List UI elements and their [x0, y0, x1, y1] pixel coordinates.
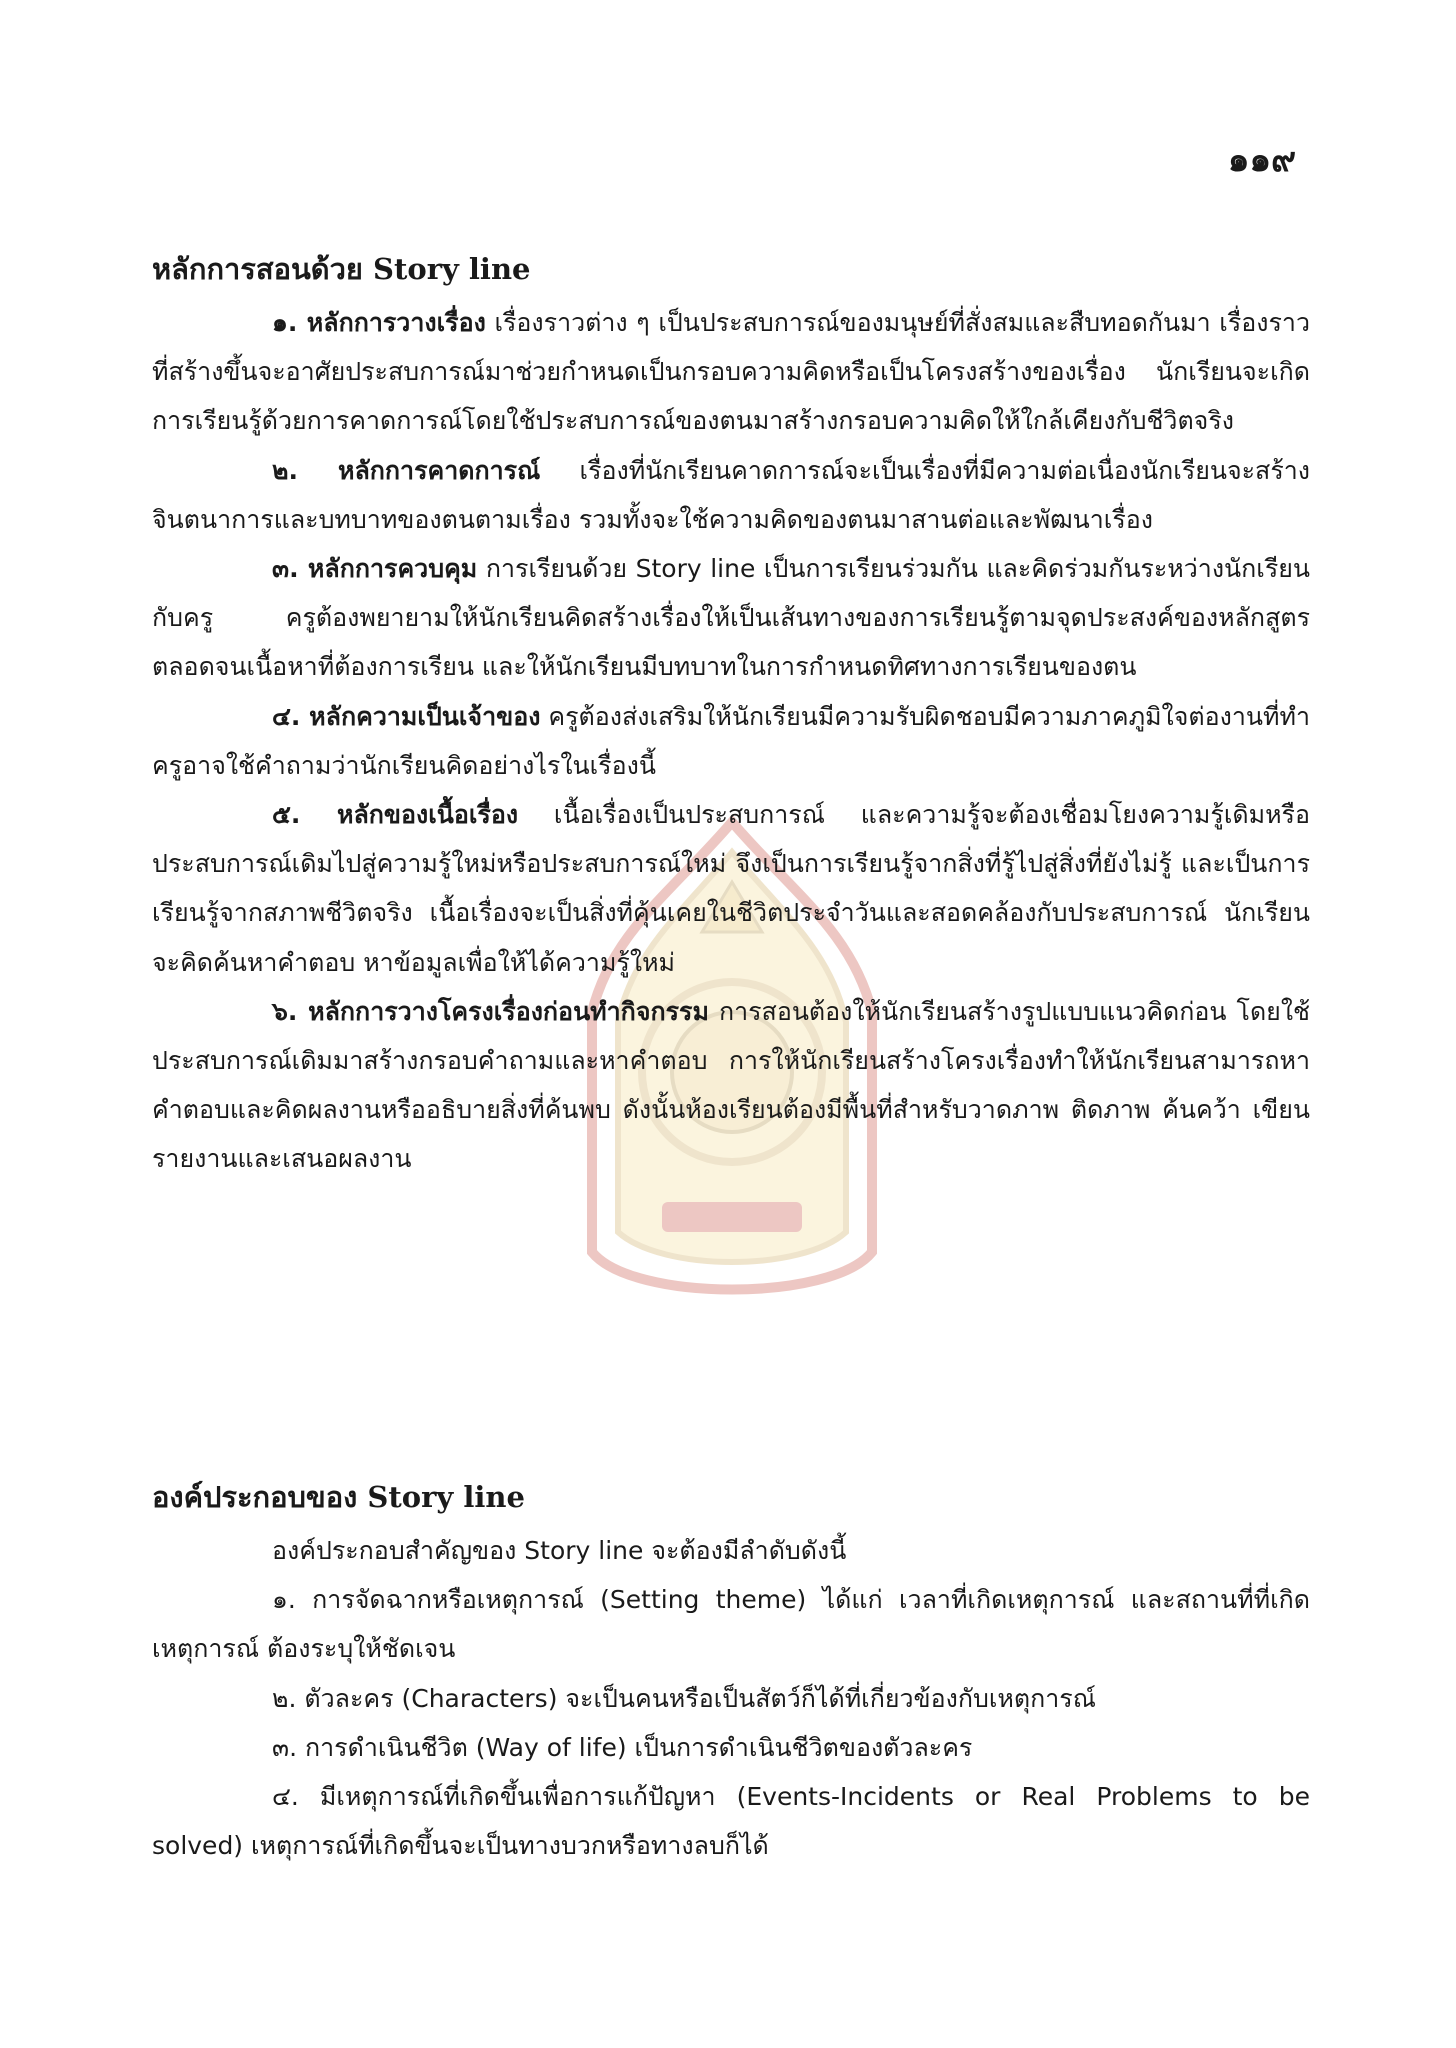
- principle-text: เนื้อเรื่องเป็นประสบการณ์ และความรู้จะต้องเชื่อมโยงความรู้เดิมหรือประสบการณ์เดิมไปสู่ความรู้ใหม่หรือประสบการณ์ใหม่ จึงเป็นการเรียนรู้จากสิ่งที่รู้ไปสู่สิ่งที่ยังไม่รู้ และเป็นการเรียนรู้จากสภาพชีวิตจริง เนื้อเรื่องจะเป็นสิ่งที่คุ้นเคยในชีวิตประจำวันและสอดคล้องกับประสบการณ์ นักเรียนจะคิดค้นหาคำตอบ หาข้อมูลเพื่อให้ได้ความรู้ใหม่: [152, 800, 1311, 977]
- principle-item: [152, 692, 1310, 790]
- principle-item: [152, 987, 1310, 1184]
- principle-item: [152, 790, 1310, 987]
- section-title-principles: หลักการสอนด้วย Story line: [152, 252, 531, 286]
- component-item: ๓. การดำเนินชีวิต (Way of life) เป็นการดำเนินชีวิตของตัวละคร: [272, 1732, 973, 1762]
- principle-text: การเรียนด้วย Story line เป็นการเรียนร่วมกัน และคิดร่วมกันระหว่างนักเรียนกับครู ครูต้องพยายามให้นักเรียนคิดสร้างเรื่องให้เป็นเส้นทางของการเรียนรู้ตามจุดประสงค์ของหลักสูตร ตลอดจนเนื้อหาที่ต้องการเรียน และให้นักเรียนมีบทบาทในการกำหนดทิศทางการเรียนของตน: [152, 554, 1310, 682]
- component-item: ๒. ตัวละคร (Characters) จะเป็นคนหรือเป็นสัตว์ก็ได้ที่เกี่ยวข้องกับเหตุการณ์: [272, 1683, 1096, 1713]
- principle-heading: ๔. หลักความเป็นเจ้าของ: [272, 701, 541, 731]
- principle-heading: ๕. หลักของเนื้อเรื่อง: [272, 800, 519, 830]
- section-title-components: องค์ประกอบของ Story line: [152, 1480, 525, 1514]
- component-item: ๑. การจัดฉากหรือเหตุการณ์ (Setting theme) ได้แก่ เวลาที่เกิดเหตุการณ์ และสถานที่ที่เกิดเหตุการณ์ ต้องระบุให้ชัดเจน: [152, 1585, 1310, 1664]
- principle-text: การสอนต้องให้นักเรียนสร้างรูปแบบแนวคิดก่อน โดยใช้ประสบการณ์เดิมมาสร้างกรอบคำถามและหาคำตอบ การให้นักเรียนสร้างโครงเรื่องทำให้นักเรียนสามารถหาคำตอบและคิดผลงานหรืออธิบายสิ่งที่ค้นพบ ดังนั้นห้องเรียนต้องมีพื้นที่สำหรับวาดภาพ ติดภาพ ค้นคว้า เขียนรายงานและเสนอผลงาน: [152, 996, 1311, 1174]
- principle-heading: ๓. หลักการควบคุม: [272, 554, 478, 584]
- page-number: ๑๑๙: [1227, 140, 1296, 180]
- principle-text: เรื่องที่นักเรียนคาดการณ์จะเป็นเรื่องที่มีความต่อเนื่องนักเรียนจะสร้างจินตนาการและบทบาทของตนตามเรื่อง รวมทั้งจะใช้ความคิดของตนมาสานต่อและพัฒนาเรื่อง: [152, 455, 1310, 534]
- principle-item: [152, 446, 1310, 544]
- principle-text: เรื่องราวต่าง ๆ เป็นประสบการณ์ของมนุษย์ที่สั่งสมและสืบทอดกันมา เรื่องราวที่สร้างขึ้นจะอาศัยประสบการณ์มาช่วยกำหนดเป็นกรอบความคิดหรือเป็นโครงสร้างของเรื่อง นักเรียนจะเกิดการเรียนรู้ด้วยการคาดการณ์โดยใช้ประสบการณ์ของตนมาสร้างกรอบความคิดให้ใกล้เคียงกับชีวิตจริง: [152, 308, 1310, 436]
- components-intro: องค์ประกอบสำคัญของ Story line จะต้องมีลำดับดังนี้: [272, 1536, 847, 1565]
- principle-item: [152, 544, 1310, 692]
- component-item: ๔. มีเหตุการณ์ที่เกิดขึ้นเพื่อการแก้ปัญหา (Events-Incidents or Real Problems to be solved) เหตุการณ์ที่เกิดขึ้นจะเป็นทางบวกหรือทางลบก็ได้: [152, 1782, 1310, 1861]
- principle-heading: ๒. หลักการคาดการณ์: [272, 455, 541, 485]
- section-components: [152, 1474, 1310, 1870]
- principle-text: ครูต้องส่งเสริมให้นักเรียนมีความรับผิดชอบมีความภาคภูมิใจต่องานที่ทำ ครูอาจใช้คำถามว่านักเรียนคิดอย่างไรในเรื่องนี้: [152, 701, 1310, 780]
- section-principles: [152, 246, 1310, 1184]
- principle-item: [152, 298, 1310, 446]
- principle-heading: ๖. หลักการวางโครงเรื่องก่อนทำกิจกรรม: [272, 996, 709, 1026]
- principle-heading: ๑. หลักการวางเรื่อง: [272, 308, 486, 337]
